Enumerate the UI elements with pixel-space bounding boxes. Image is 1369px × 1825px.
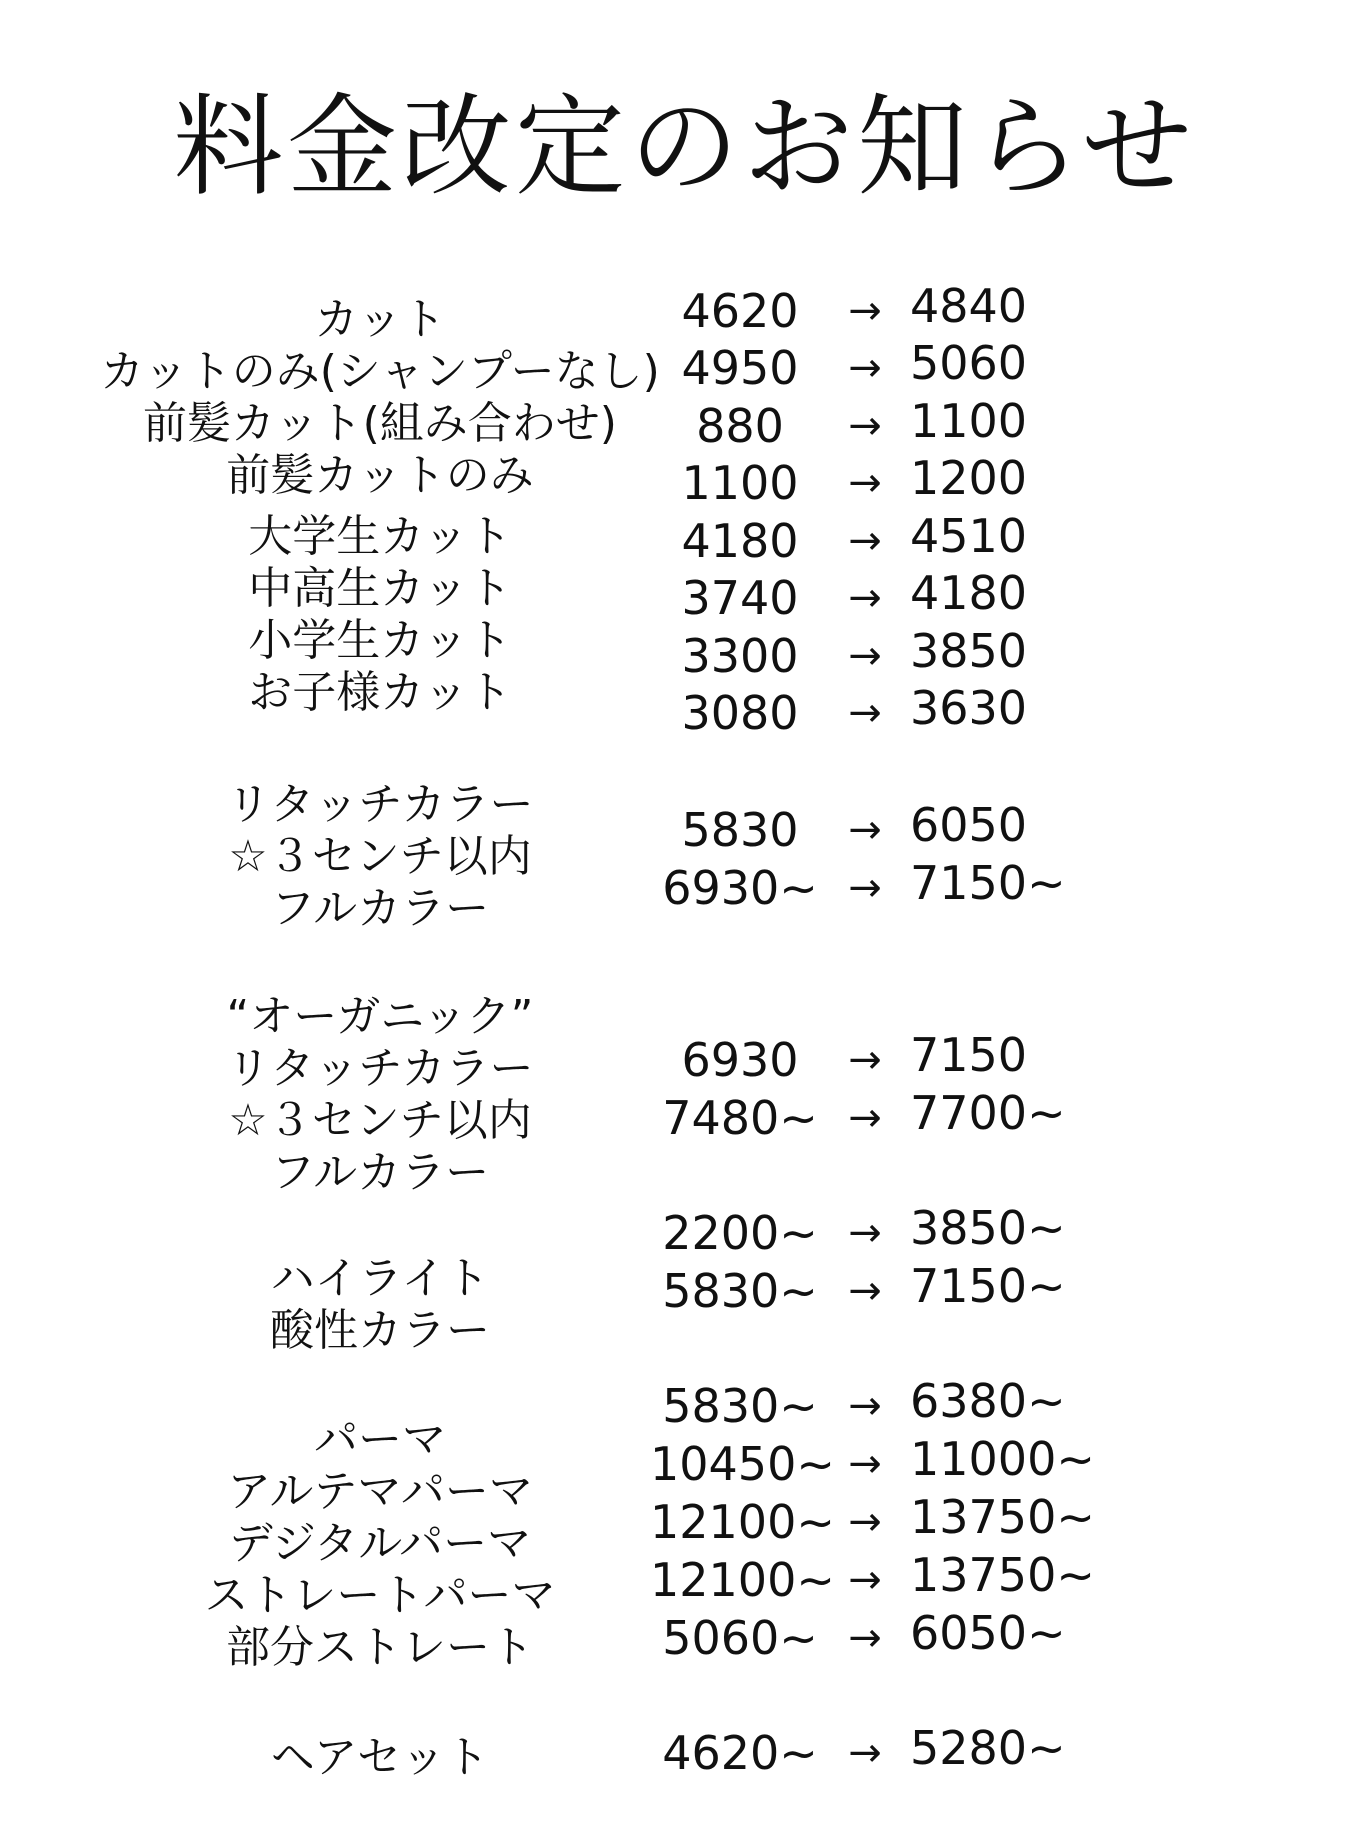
arrow-icon: → [848, 1095, 882, 1141]
service-label: 酸性カラー [270, 1305, 490, 1356]
arrow-icon: → [848, 460, 882, 506]
service-label: ストレートパーマ [204, 1570, 556, 1621]
service-label: ヘアセット [270, 1732, 490, 1783]
arrow-icon: → [848, 345, 882, 391]
arrow-icon: → [848, 1557, 882, 1603]
service-label: 前髪カットのみ [226, 450, 534, 501]
old-price: 4180 [681, 514, 799, 568]
service-label: 中高生カット [248, 563, 512, 614]
old-price: 5830~ [662, 1264, 818, 1318]
arrow-icon: → [848, 1037, 882, 1083]
old-price: 3740 [681, 571, 799, 625]
service-label: “オーガニック” [226, 991, 534, 1042]
service-label: 大学生カット [248, 511, 512, 562]
new-price: 4180 [910, 566, 1028, 620]
old-price: 2200~ [662, 1206, 818, 1260]
old-price: 880 [696, 399, 784, 453]
old-price: 4950 [681, 341, 799, 395]
old-price: 6930~ [662, 861, 818, 915]
new-price: 11000~ [910, 1432, 1095, 1486]
page-title: 料金改定のお知らせ [173, 83, 1196, 211]
service-label: 部分ストレート [226, 1622, 534, 1673]
arrow-icon: → [848, 518, 882, 564]
new-price: 3850~ [910, 1201, 1066, 1255]
old-price: 3300 [681, 629, 799, 683]
service-label: フルカラー [270, 883, 490, 934]
new-price: 13750~ [910, 1548, 1095, 1602]
service-label: ☆３センチ以内 [228, 831, 532, 882]
arrow-icon: → [848, 1268, 882, 1314]
new-price: 6050 [910, 798, 1028, 852]
old-price: 1100 [681, 456, 799, 510]
arrow-icon: → [848, 633, 882, 679]
arrow-icon: → [848, 1383, 882, 1429]
service-label: お子様カット [248, 667, 512, 718]
service-label: パーマ [314, 1414, 446, 1465]
old-price: 5060~ [662, 1611, 818, 1665]
old-price: 10450~ [650, 1437, 835, 1491]
service-label: カットのみ(シャンプーなし) [100, 346, 660, 397]
service-label: デジタルパーマ [228, 1518, 532, 1569]
old-price: 5830~ [662, 1379, 818, 1433]
old-price: 12100~ [650, 1495, 835, 1549]
new-price: 3850 [910, 624, 1028, 678]
service-label: カット [314, 294, 446, 345]
new-price: 1100 [910, 394, 1028, 448]
new-price: 5280~ [910, 1721, 1066, 1775]
service-label: 小学生カット [248, 615, 512, 666]
service-label: アルテマパーマ [227, 1466, 533, 1517]
old-price: 7480~ [662, 1091, 818, 1145]
new-price: 7150~ [910, 856, 1066, 910]
service-label: リタッチカラー [226, 779, 534, 830]
new-price: 7150 [910, 1028, 1028, 1082]
service-label: ☆３センチ以内 [228, 1095, 532, 1146]
arrow-icon: → [848, 865, 882, 911]
old-price: 5830 [681, 803, 799, 857]
arrow-icon: → [848, 690, 882, 736]
old-price: 4620 [681, 284, 799, 338]
new-price: 4840 [910, 279, 1028, 333]
service-label: リタッチカラー [226, 1043, 534, 1094]
new-price: 7150~ [910, 1259, 1066, 1313]
new-price: 5060 [910, 336, 1028, 390]
arrow-icon: → [848, 807, 882, 853]
old-price: 6930 [681, 1033, 799, 1087]
new-price: 7700~ [910, 1086, 1066, 1140]
arrow-icon: → [848, 1441, 882, 1487]
arrow-icon: → [848, 1210, 882, 1256]
arrow-icon: → [848, 575, 882, 621]
new-price: 6050~ [910, 1606, 1066, 1660]
new-price: 6380~ [910, 1374, 1066, 1428]
new-price: 13750~ [910, 1490, 1095, 1544]
arrow-icon: → [848, 288, 882, 334]
arrow-icon: → [848, 1615, 882, 1661]
new-price: 3630 [910, 681, 1028, 735]
service-label: 前髪カット(組み合わせ) [143, 398, 617, 449]
old-price: 3080 [681, 686, 799, 740]
service-label: ハイライト [270, 1253, 490, 1304]
arrow-icon: → [848, 403, 882, 449]
service-label: フルカラー [270, 1147, 490, 1198]
arrow-icon: → [848, 1499, 882, 1545]
new-price: 1200 [910, 451, 1028, 505]
old-price: 4620~ [662, 1726, 818, 1780]
new-price: 4510 [910, 509, 1028, 563]
old-price: 12100~ [650, 1553, 835, 1607]
arrow-icon: → [848, 1730, 882, 1776]
